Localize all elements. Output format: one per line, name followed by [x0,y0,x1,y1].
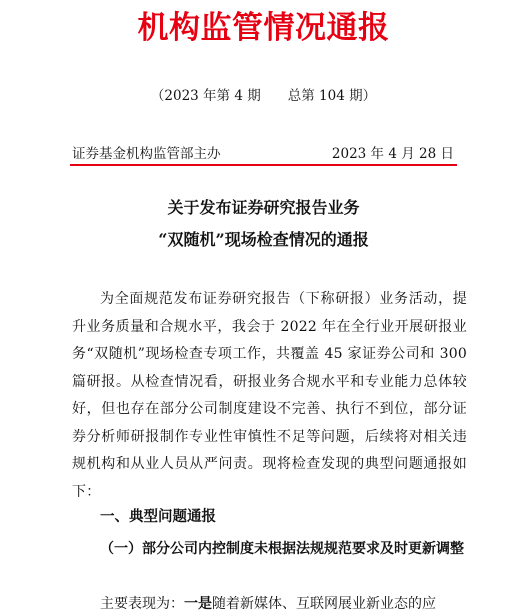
body-paragraph-2 [72,592,492,616]
red-divider-rule [70,164,457,166]
sponsor-department: 证券基金机构监管部主办 [72,146,221,162]
paragraph2-rest: 随着新媒体、互联网展业新业态的应 [212,596,436,612]
publication-date: 2023 年 4 月 28 日 [331,146,454,162]
issue-number: （2023 年第 4 期 总第 104 期） [150,88,377,104]
paragraph2-prefix: 主要表现为： [100,596,184,612]
intro-paragraph: 为全面规范发布证券研究报告（下称研报）业务活动，提升业务质量和合规水平，我会于 2022 年在全行业开展研报业务“双随机”现场检查专项工作，共覆盖 45 家证券公司和 300 篇研报。从检查情况看，研报业务合规水平和专业能力总体较好，但也存在部分公司制度建设不完善、执行不到位，部分证券分析师研报制作专业性审慎性不足等问题，后续将对相关违规机构和从业人员从严问责。现将检查发现的典型问题通报如下： [72,291,467,500]
subsection-heading: （一）部分公司内控制度未根据法规规范要求及时更新调整 [100,541,464,557]
paragraph2-lead: 一是 [184,596,212,612]
masthead-title: 机构监管情况通报 [137,10,390,46]
article-title-line1: 关于发布证券研究报告业务 [167,198,360,217]
article-title-line2: “双随机”现场检查情况的通报 [158,230,369,249]
section-heading: 一、典型问题通报 [100,509,216,525]
